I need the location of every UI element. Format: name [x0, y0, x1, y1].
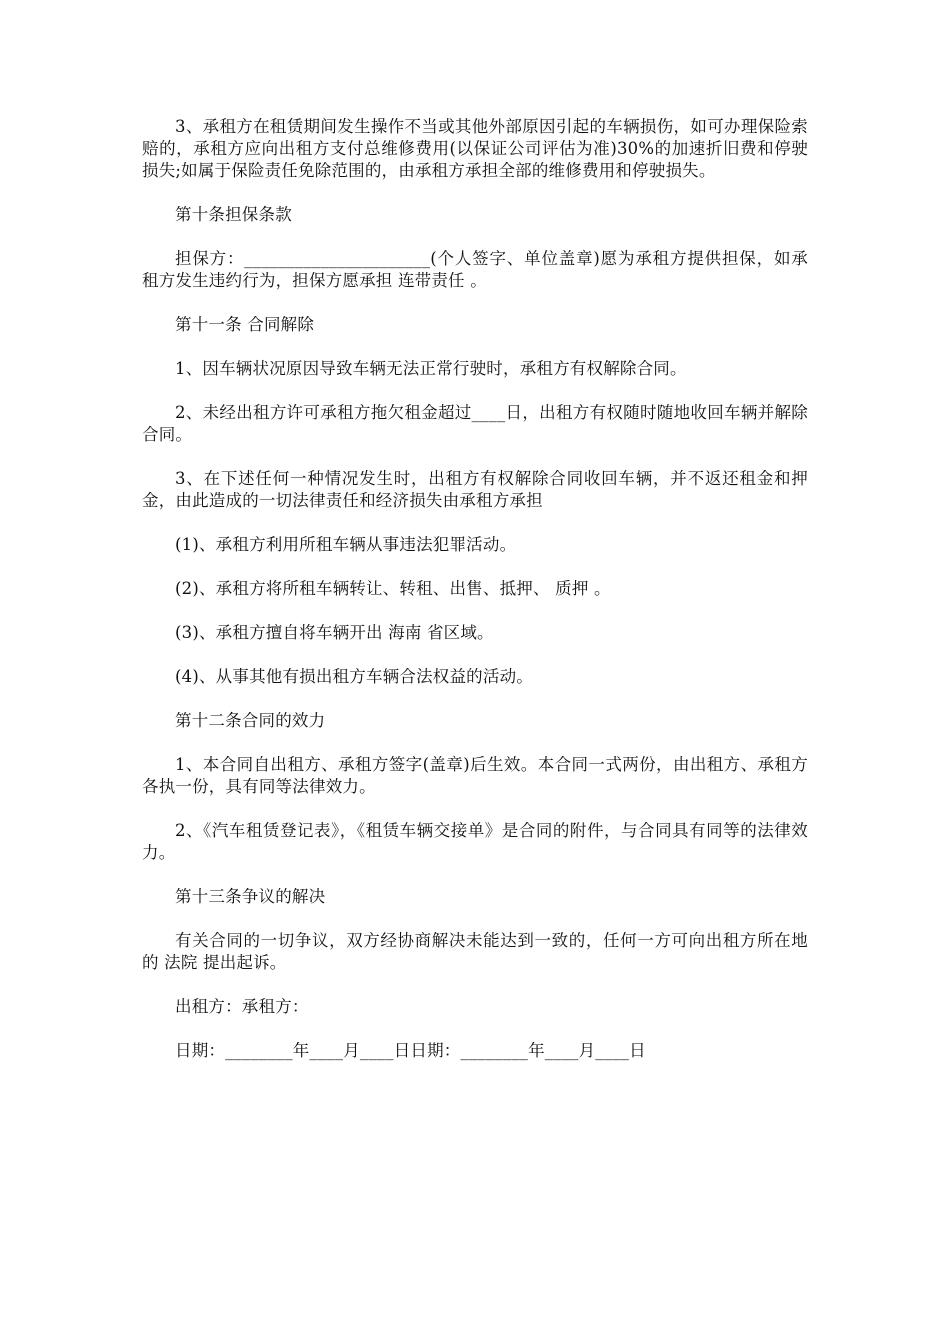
dispute-resolution-text: 有关合同的一切争议，双方经协商解决未能达到一致的，任何一方可向出租方所在地的 法院 提出起诉。 — [142, 931, 808, 972]
termination-subitem-2: (2)、承租方将所租车辆转让、转租、出售、抵押、 质押 。 — [175, 579, 611, 598]
validity-item-1: 1、本合同自出租方、承租方签字(盖章)后生效。本合同一式两份，由出租方、承租方各执一份，具有同等法律效力。 — [142, 755, 808, 796]
termination-subitem-1: (1)、承租方利用所租车辆从事违法犯罪活动。 — [175, 535, 517, 554]
clause-9-item-3: 3、承租方在租赁期间发生操作不当或其他外部原因引起的车辆损伤，如可办理保险索赔的，承租方应向出租方支付总维修费用(以保证公司评估为准)30%的加速折旧费和停驶损失;如属于保险责任免除范围的，由承租方承担全部的维修费用和停驶损失。 — [142, 117, 808, 180]
article-12-heading: 第十二条合同的效力 — [175, 711, 326, 730]
termination-subitem-3: (3)、承租方擅自将车辆开出 海南 省区域。 — [175, 623, 494, 642]
termination-item-2: 2、未经出租方许可承租方拖欠租金超过____日，出租方有权随时随地收回车辆并解除合同。 — [142, 403, 808, 444]
termination-item-1: 1、因车辆状况原因导致车辆无法正常行驶时，承租方有权解除合同。 — [175, 359, 687, 378]
signature-parties: 出租方：承租方： — [175, 997, 309, 1016]
guarantor-clause: 担保方：______________________(个人签字、单位盖章)愿为承租方提供担保，如承租方发生违约行为，担保方愿承担 连带责任 。 — [142, 249, 808, 290]
article-11-heading: 第十一条 合同解除 — [175, 315, 315, 334]
contract-page — [142, 116, 808, 1084]
article-13-heading: 第十三条争议的解决 — [175, 887, 326, 906]
article-10-heading: 第十条担保条款 — [175, 205, 292, 224]
termination-item-3: 3、在下述任何一种情况发生时，出租方有权解除合同收回车辆，并不返还租金和押金，由此造成的一切法律责任和经济损失由承租方承担 — [142, 469, 808, 510]
validity-item-2: 2、《汽车租赁登记表》，《租赁车辆交接单》是合同的附件，与合同具有同等的法律效力。 — [142, 821, 808, 862]
signature-dates: 日期：________年____月____日日期：________年____月____日 — [175, 1041, 646, 1060]
termination-subitem-4: (4)、从事其他有损出租方车辆合法权益的活动。 — [175, 667, 533, 686]
